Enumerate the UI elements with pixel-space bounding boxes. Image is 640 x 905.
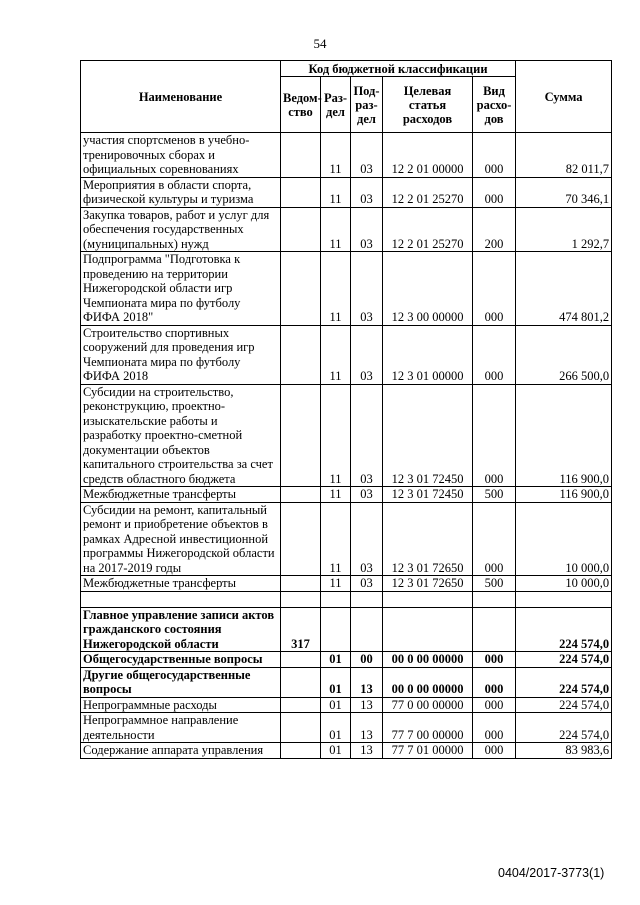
row-vedomstvo xyxy=(281,502,321,576)
header-classification: Код бюджетной классификации xyxy=(281,61,516,77)
header-expense-type: Вид расхо-дов xyxy=(473,77,516,133)
row-name: Субсидии на строительство, реконструкцию, проектно-изыскательские работы и разработку проектно-сметной документации объектов капитального строительства за счет средств областного бюджета xyxy=(81,384,281,487)
row-expense-type: 000 xyxy=(473,743,516,759)
row-razdel xyxy=(321,607,351,652)
row-sum: 10 000,0 xyxy=(516,502,612,576)
row-sum: 224 574,0 xyxy=(516,697,612,713)
row-target-article xyxy=(383,591,473,607)
row-target-article: 12 3 01 72450 xyxy=(383,384,473,487)
row-vedomstvo xyxy=(281,487,321,503)
row-razdel: 01 xyxy=(321,713,351,743)
row-name: Мероприятия в области спорта, физической культуры и туризма xyxy=(81,177,281,207)
header-podrazdel: Под-раз-дел xyxy=(351,77,383,133)
row-sum: 82 011,7 xyxy=(516,133,612,178)
row-target-article: 00 0 00 00000 xyxy=(383,652,473,668)
page-number: 54 xyxy=(313,36,327,51)
table-row xyxy=(81,252,612,326)
row-vedomstvo xyxy=(281,207,321,252)
row-razdel: 11 xyxy=(321,502,351,576)
row-podrazdel: 03 xyxy=(351,325,383,384)
row-podrazdel: 03 xyxy=(351,133,383,178)
row-name: Субсидии на ремонт, капитальный ремонт и приобретение объектов в рамках Адресной инвестиционной программы Нижегородской области на 2017-2019 годы xyxy=(81,502,281,576)
table-row xyxy=(81,652,612,668)
row-name: Главное управление записи актов гражданского состояния Нижегородской области xyxy=(81,607,281,652)
row-name: Непрограммное направление деятельности xyxy=(81,713,281,743)
row-target-article: 77 0 00 00000 xyxy=(383,697,473,713)
row-target-article: 77 7 01 00000 xyxy=(383,743,473,759)
header-name: Наименование xyxy=(81,61,281,133)
row-razdel: 11 xyxy=(321,384,351,487)
table-row xyxy=(81,743,612,759)
row-razdel: 01 xyxy=(321,743,351,759)
table-row xyxy=(81,502,612,576)
table-row xyxy=(81,325,612,384)
row-vedomstvo xyxy=(281,591,321,607)
table-row xyxy=(81,697,612,713)
row-expense-type: 500 xyxy=(473,576,516,592)
row-expense-type: 200 xyxy=(473,207,516,252)
row-podrazdel: 03 xyxy=(351,502,383,576)
row-podrazdel: 13 xyxy=(351,713,383,743)
row-vedomstvo xyxy=(281,652,321,668)
header-sum: Сумма xyxy=(516,61,612,133)
row-podrazdel: 03 xyxy=(351,384,383,487)
row-razdel: 01 xyxy=(321,667,351,697)
row-vedomstvo xyxy=(281,713,321,743)
row-name: Строительство спортивных сооружений для проведения игр Чемпионата мира по футболу ФИФА 2018 xyxy=(81,325,281,384)
row-vedomstvo xyxy=(281,325,321,384)
row-expense-type: 500 xyxy=(473,487,516,503)
row-expense-type: 000 xyxy=(473,384,516,487)
row-target-article: 12 2 01 25270 xyxy=(383,207,473,252)
row-target-article: 77 7 00 00000 xyxy=(383,713,473,743)
row-expense-type xyxy=(473,591,516,607)
row-podrazdel: 03 xyxy=(351,576,383,592)
row-razdel: 11 xyxy=(321,252,351,326)
row-expense-type: 000 xyxy=(473,502,516,576)
row-target-article: 12 3 01 72650 xyxy=(383,502,473,576)
table-row xyxy=(81,576,612,592)
row-vedomstvo xyxy=(281,667,321,697)
row-vedomstvo xyxy=(281,697,321,713)
row-target-article: 12 3 01 72650 xyxy=(383,576,473,592)
row-podrazdel xyxy=(351,591,383,607)
row-podrazdel: 13 xyxy=(351,743,383,759)
row-sum: 116 900,0 xyxy=(516,487,612,503)
row-podrazdel: 03 xyxy=(351,177,383,207)
row-podrazdel xyxy=(351,607,383,652)
row-podrazdel: 00 xyxy=(351,652,383,668)
row-razdel: 11 xyxy=(321,487,351,503)
budget-table xyxy=(80,60,612,759)
table-row xyxy=(81,384,612,487)
row-target-article xyxy=(383,607,473,652)
row-razdel: 01 xyxy=(321,652,351,668)
row-sum: 10 000,0 xyxy=(516,576,612,592)
row-razdel: 11 xyxy=(321,576,351,592)
row-expense-type: 000 xyxy=(473,667,516,697)
row-sum: 224 574,0 xyxy=(516,667,612,697)
header-target-article: Целевая статья расходов xyxy=(383,77,473,133)
row-razdel: 01 xyxy=(321,697,351,713)
row-expense-type xyxy=(473,607,516,652)
row-podrazdel: 13 xyxy=(351,697,383,713)
row-vedomstvo xyxy=(281,177,321,207)
row-vedomstvo xyxy=(281,384,321,487)
row-razdel: 11 xyxy=(321,177,351,207)
row-sum: 70 346,1 xyxy=(516,177,612,207)
table-row xyxy=(81,591,612,607)
table-row xyxy=(81,667,612,697)
row-target-article: 12 2 01 00000 xyxy=(383,133,473,178)
row-sum: 266 500,0 xyxy=(516,325,612,384)
row-razdel xyxy=(321,591,351,607)
table-row xyxy=(81,177,612,207)
row-podrazdel: 03 xyxy=(351,207,383,252)
row-razdel: 11 xyxy=(321,133,351,178)
row-target-article: 00 0 00 00000 xyxy=(383,667,473,697)
row-sum: 224 574,0 xyxy=(516,607,612,652)
row-name: Подпрограмма "Подготовка к проведению на территории Нижегородской области игр Чемпионата мира по футболу ФИФА 2018" xyxy=(81,252,281,326)
row-target-article: 12 3 00 00000 xyxy=(383,252,473,326)
row-expense-type: 000 xyxy=(473,713,516,743)
row-name: Содержание аппарата управления xyxy=(81,743,281,759)
row-vedomstvo xyxy=(281,576,321,592)
row-target-article: 12 3 01 00000 xyxy=(383,325,473,384)
row-name: Закупка товаров, работ и услуг для обеспечения государственных (муниципальных) нужд xyxy=(81,207,281,252)
row-vedomstvo xyxy=(281,743,321,759)
row-podrazdel: 03 xyxy=(351,252,383,326)
row-vedomstvo: 317 xyxy=(281,607,321,652)
row-sum: 224 574,0 xyxy=(516,713,612,743)
row-sum: 1 292,7 xyxy=(516,207,612,252)
row-name: Межбюджетные трансферты xyxy=(81,487,281,503)
row-razdel: 11 xyxy=(321,207,351,252)
row-razdel: 11 xyxy=(321,325,351,384)
table-row xyxy=(81,487,612,503)
row-sum: 83 983,6 xyxy=(516,743,612,759)
row-sum: 116 900,0 xyxy=(516,384,612,487)
row-expense-type: 000 xyxy=(473,252,516,326)
row-podrazdel: 03 xyxy=(351,487,383,503)
row-expense-type: 000 xyxy=(473,697,516,713)
document-code: 0404/2017-3773(1) xyxy=(498,866,605,880)
table-row xyxy=(81,607,612,652)
row-name: Межбюджетные трансферты xyxy=(81,576,281,592)
row-name: Общегосударственные вопросы xyxy=(81,652,281,668)
row-expense-type: 000 xyxy=(473,177,516,207)
row-name xyxy=(81,591,281,607)
row-podrazdel: 13 xyxy=(351,667,383,697)
row-expense-type: 000 xyxy=(473,652,516,668)
table-row xyxy=(81,207,612,252)
table-row xyxy=(81,713,612,743)
header-vedomstvo: Ведом-ство xyxy=(281,77,321,133)
row-sum xyxy=(516,591,612,607)
row-expense-type: 000 xyxy=(473,133,516,178)
row-expense-type: 000 xyxy=(473,325,516,384)
row-name: участия спортсменов в учебно-тренировочных сборах и официальных соревнованиях xyxy=(81,133,281,178)
row-target-article: 12 3 01 72450 xyxy=(383,487,473,503)
row-vedomstvo xyxy=(281,252,321,326)
row-vedomstvo xyxy=(281,133,321,178)
row-name: Другие общегосударственные вопросы xyxy=(81,667,281,697)
header-razdel: Раз-дел xyxy=(321,77,351,133)
row-sum: 224 574,0 xyxy=(516,652,612,668)
row-target-article: 12 2 01 25270 xyxy=(383,177,473,207)
table-body xyxy=(81,133,612,759)
row-sum: 474 801,2 xyxy=(516,252,612,326)
table-row xyxy=(81,133,612,178)
row-name: Непрограммные расходы xyxy=(81,697,281,713)
